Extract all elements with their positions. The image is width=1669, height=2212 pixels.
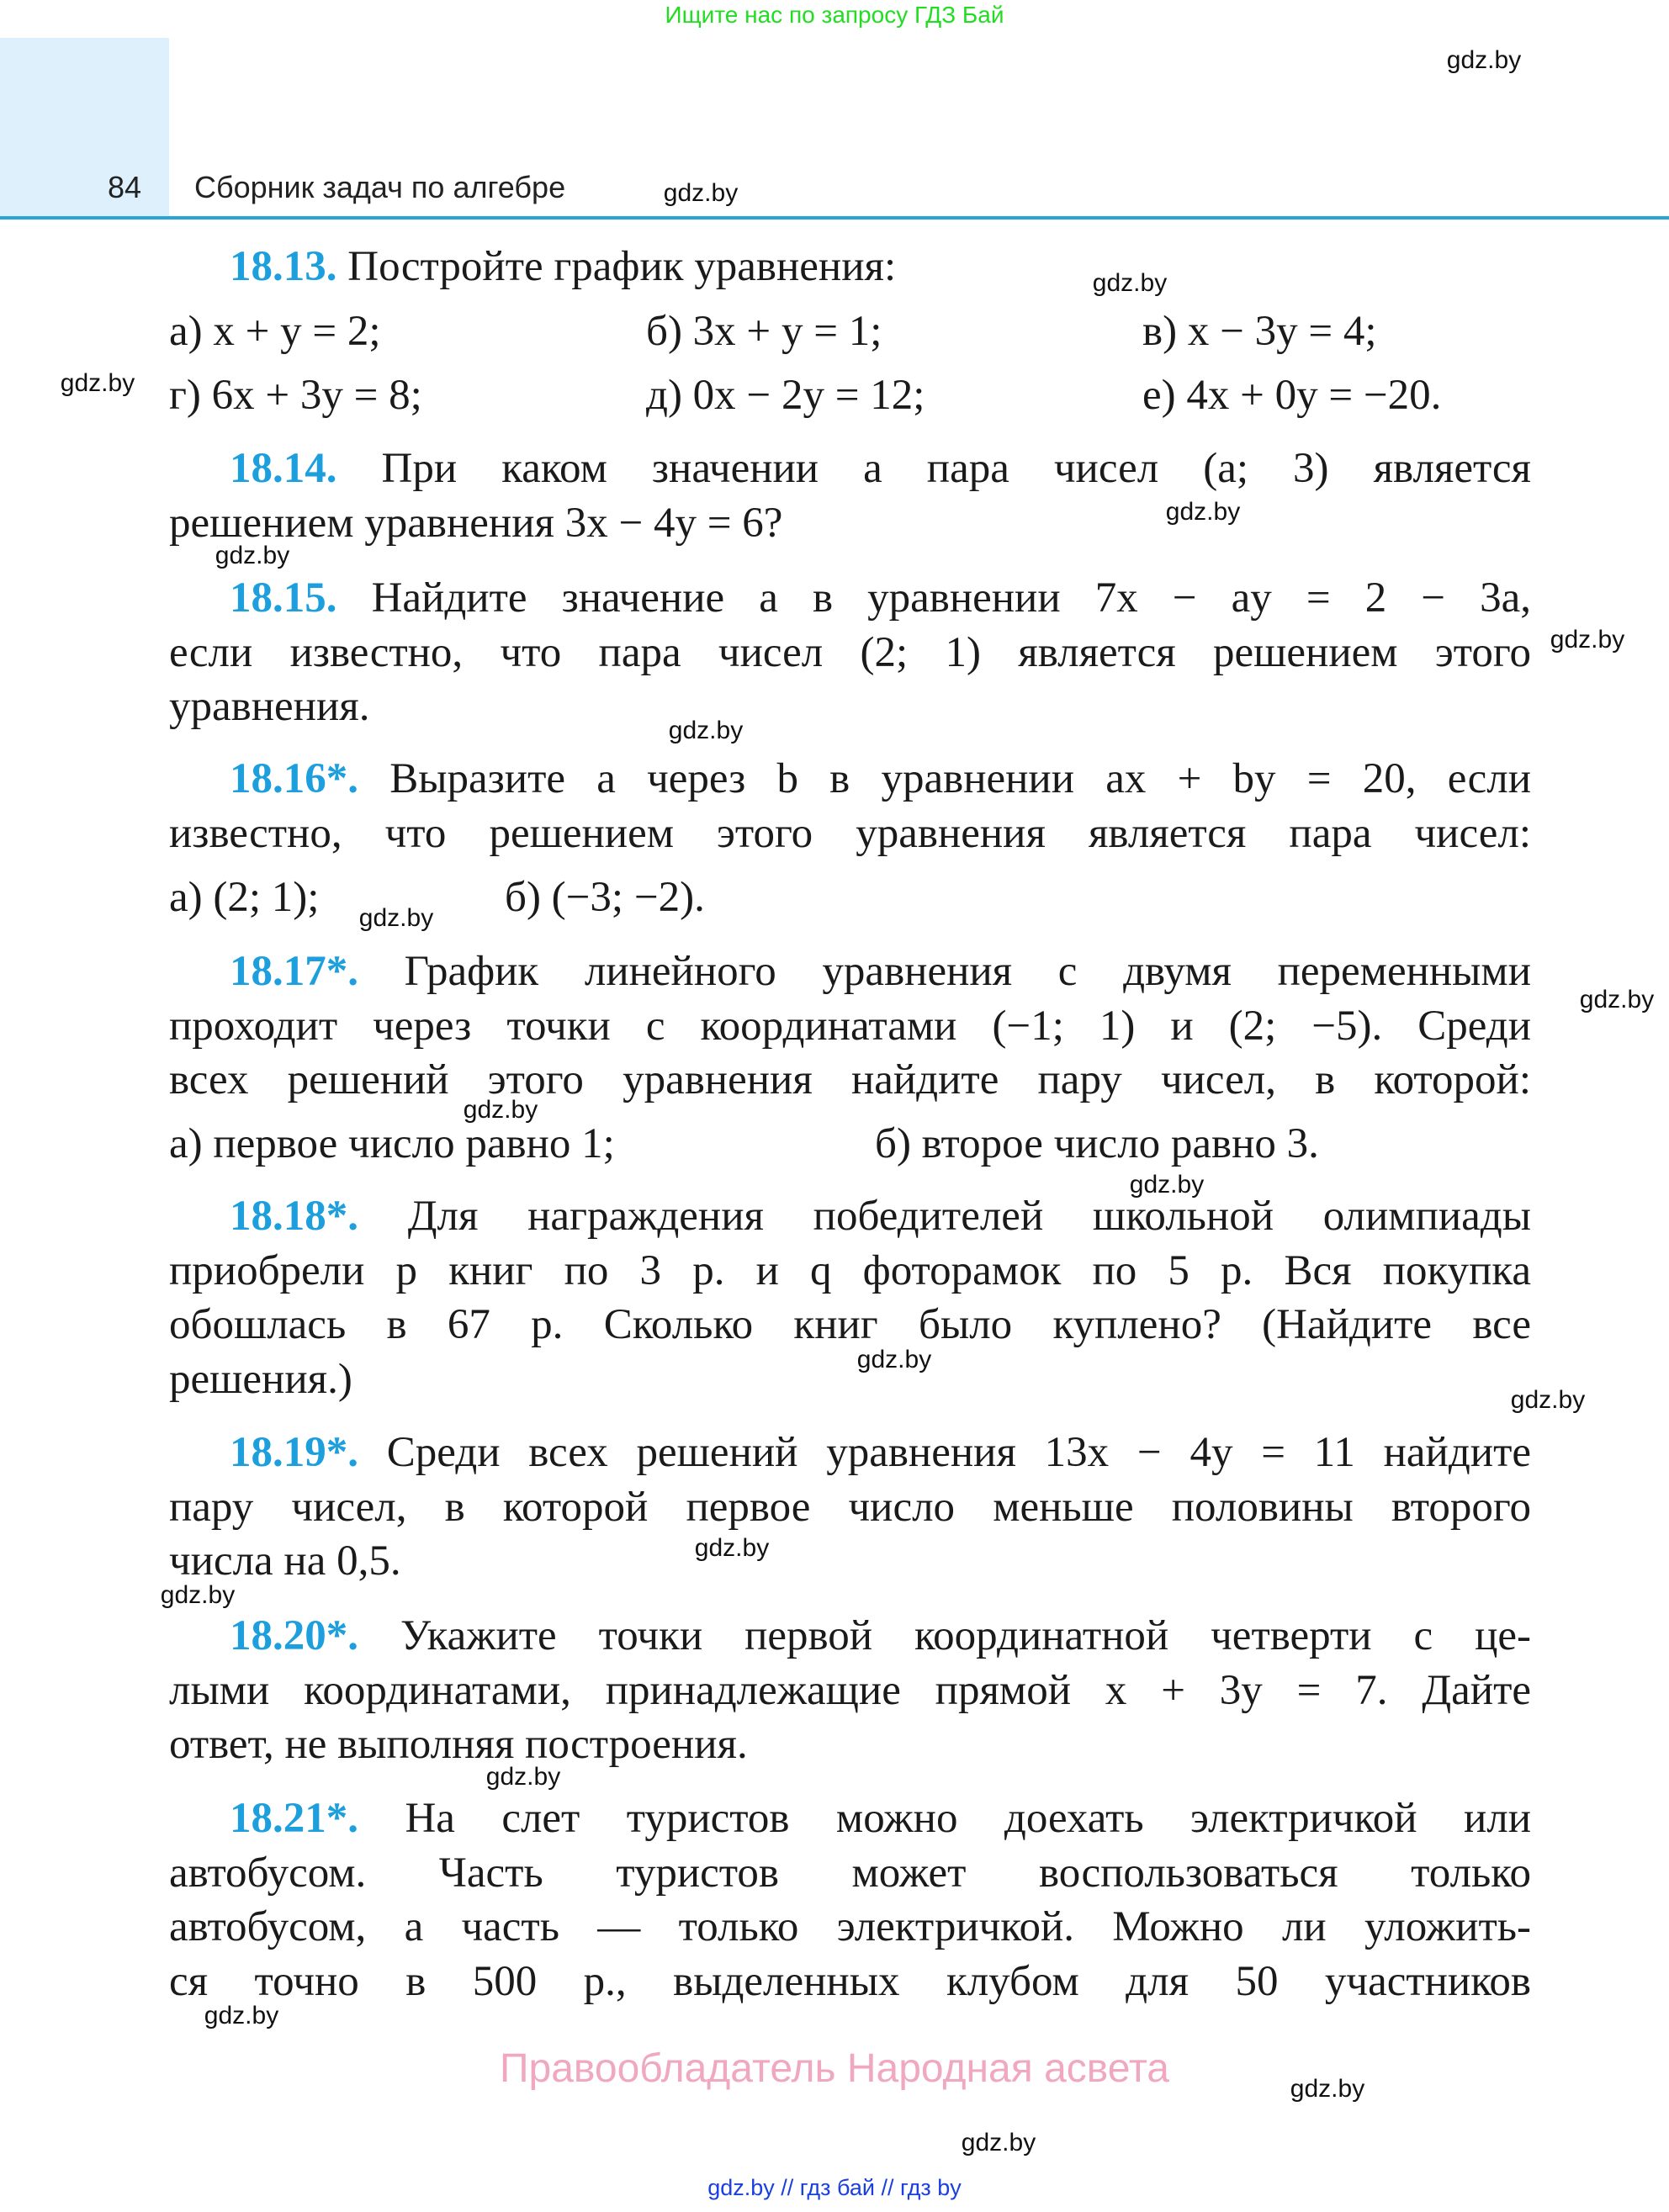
subitem: а) (2; 1); xyxy=(169,874,320,921)
problem-line xyxy=(169,1791,1531,1846)
problem-number: 18.18*. xyxy=(230,1193,358,1240)
problem-line: ответ, не выполняя построения. xyxy=(169,1721,748,1768)
problem-number: 18.19*. xyxy=(230,1429,358,1476)
problem-18-17 xyxy=(169,945,1531,1108)
book-title: Сборник задач по алгебре xyxy=(194,170,566,204)
watermark: gdz.by xyxy=(668,717,744,744)
problem-line: проходит через точки с координатами (−1; 1) и (2; −5). Среди xyxy=(169,1002,1531,1050)
problem-line: решения.) xyxy=(169,1355,352,1403)
problem-line: решением уравнения 3x − 4y = 6? xyxy=(169,499,783,547)
rights-holder-notice: Правообладатель Народная асвета xyxy=(500,2046,1169,2091)
problem-line xyxy=(169,442,1531,496)
problem-number: 18.20*. xyxy=(230,1612,358,1659)
watermark: gdz.by xyxy=(1092,269,1168,297)
problem-line: лыми координатами, принадлежащие прямой x + 3y = 7. Дайте xyxy=(169,1666,1531,1714)
problem-number: 18.21*. xyxy=(230,1795,358,1842)
problem-text: Среди всех решений уравнения 13x − 4y = 11 найдите xyxy=(386,1429,1531,1476)
problem-line: пару чисел, в которой первое число меньше половины второго xyxy=(169,1483,1531,1531)
watermark: gdz.by xyxy=(1550,626,1625,654)
header-band xyxy=(0,38,169,217)
problem-18-14 xyxy=(169,442,1531,550)
problem-line xyxy=(169,1426,1531,1480)
problem-18-21 xyxy=(169,1791,1531,2008)
problem-line: известно, что решением этого уравнения является пара чисел: xyxy=(169,809,1531,857)
watermark: gdz.by xyxy=(856,1346,932,1373)
problem-line: числа на 0,5. xyxy=(169,1537,401,1585)
problem-line xyxy=(169,752,1531,807)
watermark: gdz.by xyxy=(1446,46,1522,74)
problem-text: Найдите значение a в уравнении 7x − ay = 2 − 3a, xyxy=(371,574,1531,622)
watermark: gdz.by xyxy=(485,1763,561,1791)
problem-number: 18.16*. xyxy=(230,755,358,802)
watermark: gdz.by xyxy=(204,2002,279,2029)
subitem: д) 0x − 2y = 12; xyxy=(646,372,925,419)
problem-text: График линейного уравнения с двумя переменными xyxy=(404,948,1531,995)
problem-line xyxy=(169,571,1531,626)
subitem: а) первое число равно 1; xyxy=(169,1120,615,1167)
problem-line: уравнения. xyxy=(169,683,370,730)
problem-text: Постройте график уравнения: xyxy=(347,243,897,290)
watermark: gdz.by xyxy=(961,2129,1036,2156)
problem-18-19 xyxy=(169,1426,1531,1589)
problem-line: если известно, что пара чисел (2; 1) является решением этого xyxy=(169,628,1531,676)
problem-number: 18.14. xyxy=(230,445,337,492)
watermark: gdz.by xyxy=(663,179,739,207)
problem-line: автобусом. Часть туристов может воспользоваться только xyxy=(169,1849,1531,1897)
problem-18-18 xyxy=(169,1189,1531,1406)
problem-number: 18.13. xyxy=(230,243,337,290)
problem-18-13 xyxy=(169,240,1531,294)
problem-text: На слет туристов можно доехать электричкой или xyxy=(405,1795,1532,1842)
problem-line: автобусом, а часть — только электричкой. Можно ли уложить- xyxy=(169,1903,1531,1950)
footer-links[interactable]: gdz.by // гдз бай // гдз by xyxy=(707,2175,962,2200)
watermark: gdz.by xyxy=(60,369,135,397)
watermark: gdz.by xyxy=(1510,1386,1586,1414)
subitem: е) 4x + 0y = −20. xyxy=(1142,372,1442,419)
page-number: 84 xyxy=(108,170,142,204)
problem-text: Выразите a через b в уравнении ax + by = 20, если xyxy=(389,755,1531,802)
watermark: gdz.by xyxy=(1165,498,1241,526)
problem-line: приобрели p книг по 3 р. и q фоторамок по 5 р. Вся покупка xyxy=(169,1246,1531,1294)
problem-line: ся точно в 500 р., выделенных клубом для 50 участников xyxy=(169,1957,1531,2005)
problem-number: 18.15. xyxy=(230,574,337,622)
subitem: б) (−3; −2). xyxy=(505,874,705,921)
watermark: gdz.by xyxy=(215,542,290,569)
problem-line xyxy=(169,1189,1531,1244)
problem-line xyxy=(169,240,1531,294)
top-ad-banner[interactable]: Ищите нас по запросу ГДЗ Бай xyxy=(665,2,1004,28)
subitem: б) 3x + y = 1; xyxy=(646,308,882,355)
problem-line xyxy=(169,945,1531,999)
problem-18-16 xyxy=(169,752,1531,860)
problem-line xyxy=(169,1609,1531,1664)
watermark: gdz.by xyxy=(1290,2075,1365,2103)
problem-number: 18.17*. xyxy=(230,948,358,995)
watermark: gdz.by xyxy=(1129,1171,1205,1199)
watermark: gdz.by xyxy=(1579,986,1655,1013)
problem-text: Укажите точки первой координатной четверти с це- xyxy=(400,1612,1531,1659)
header-divider xyxy=(0,216,1669,220)
watermark: gdz.by xyxy=(694,1534,770,1562)
problem-line: всех решений этого уравнения найдите пару чисел, в которой: xyxy=(169,1056,1531,1103)
subitem: г) 6x + 3y = 8; xyxy=(169,372,422,419)
problem-text: При каком значении a пара чисел (a; 3) является xyxy=(381,445,1531,492)
problem-18-20 xyxy=(169,1609,1531,1772)
subitem: в) x − 3y = 4; xyxy=(1142,308,1377,355)
watermark: gdz.by xyxy=(463,1096,538,1124)
problem-line: обошлась в 67 р. Сколько книг было куплено? (Найдите все xyxy=(169,1301,1531,1348)
subitem: а) x + y = 2; xyxy=(169,308,381,355)
problem-18-15 xyxy=(169,571,1531,734)
problem-text: Для награждения победителей школьной олимпиады xyxy=(407,1193,1531,1240)
watermark: gdz.by xyxy=(160,1581,236,1609)
watermark: gdz.by xyxy=(358,904,434,932)
subitem: б) второе число равно 3. xyxy=(875,1120,1319,1167)
